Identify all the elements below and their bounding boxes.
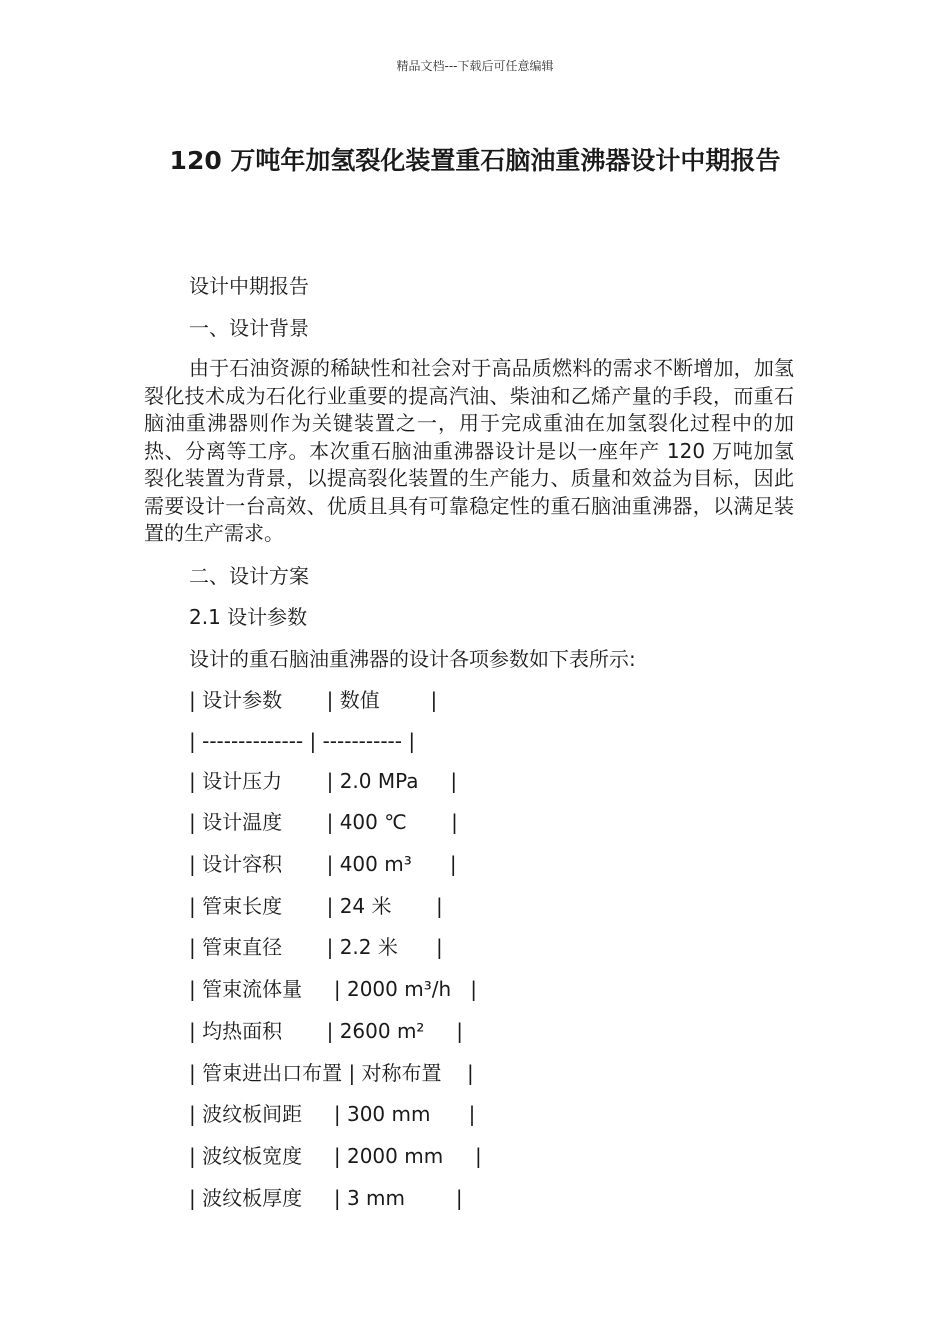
table-line: | 波纹板间距 | 300 mm | [189,1102,476,1126]
section-1-heading: 一、设计背景 [189,316,309,340]
report-heading: 设计中期报告 [189,274,309,298]
document-title: 120 万吨年加氢裂化装置重石脑油重沸器设计中期报告 [169,146,781,175]
table-intro-text: 设计的重石脑油重沸器的设计各项参数如下表所示: [189,647,636,671]
section-1-paragraph: 由于石油资源的稀缺性和社会对于高品质燃料的需求不断增加，加氢裂化技术成为石化行业重要的提高汽油、柴油和乙烯产量的手段，而重石脑油重沸器则作为关键装置之一，用于完成重油在加氢裂化过程中的加热、分离等工序。本次重石脑油重沸器设计是以一座年产 120 万吨加氢裂化装置为背景，以提高裂化装置的生产能力、质量和效益为目标，因此需要设计一台高效、优质且具有可靠稳定性的重石脑油重沸器，以满足装置的生产需求。 [144,356,794,545]
table-line: | 设计参数 | 数值 | [189,688,438,712]
section-2-heading: 二、设计方案 [189,564,309,588]
table-line: | 设计容积 | 400 m³ | [189,852,457,876]
page-header-note: 精品文档---下载后可任意编辑 [396,59,554,73]
table-line: | -------------- | ----------- | [189,729,416,753]
table-line: | 设计温度 | 400 ℃ | [189,810,458,834]
table-line: | 管束直径 | 2.2 米 | [189,935,443,959]
subsection-2-1-heading: 2.1 设计参数 [189,605,308,629]
table-line: | 管束长度 | 24 米 | [189,894,443,918]
table-line: | 管束流体量 | 2000 m³/h | [189,977,477,1001]
table-line: | 设计压力 | 2.0 MPa | [189,769,458,793]
table-line: | 管束进出口布置 | 对称布置 | [189,1061,474,1085]
table-line: | 波纹板宽度 | 2000 mm | [189,1144,482,1168]
table-line: | 波纹板厚度 | 3 mm | [189,1186,463,1210]
table-line: | 均热面积 | 2600 m² | [189,1019,463,1043]
